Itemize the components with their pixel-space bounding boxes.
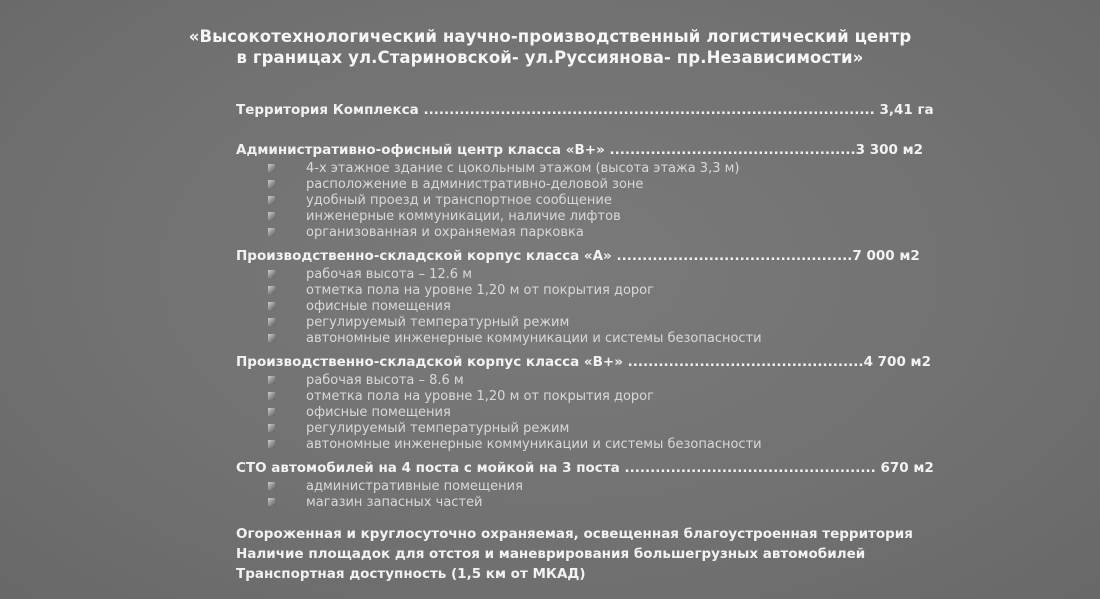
section-value: 670 м2 (880, 460, 934, 476)
section-dots: ................................................ (609, 142, 856, 158)
list-item-text: отметка пола на уровне 1,20 м от покрытия дорог (306, 283, 654, 298)
list-item (236, 209, 956, 225)
list-item-text: рабочая высота – 12.6 м (306, 267, 473, 282)
section-label: Производственно-складской корпус класса «А» (236, 248, 617, 264)
list-item (236, 331, 956, 347)
section-value: 3 300 м2 (855, 142, 924, 158)
specs-list (236, 101, 956, 517)
list-item-text: регулируемый температурный режим (306, 315, 570, 330)
section-dots: ................................................. (624, 460, 881, 476)
list-item-text: автономные инженерные коммуникации и системы безопасности (306, 331, 762, 346)
list-item-text: инженерные коммуникации, наличие лифтов (306, 209, 621, 224)
list-item-text: офисные помещения (306, 299, 451, 314)
list-item (236, 177, 956, 193)
bullet-square-icon (268, 228, 275, 236)
list-item-text: магазин запасных частей (306, 495, 483, 510)
bullet-square-icon (268, 302, 275, 310)
list-item (236, 389, 956, 405)
section-dots: .............................................. (616, 248, 853, 264)
section-block (236, 353, 956, 453)
list-item-text: административные помещения (306, 479, 523, 494)
list-item (236, 437, 956, 453)
page-title (0, 26, 1100, 68)
bullet-square-icon (268, 482, 275, 490)
list-item (236, 315, 956, 331)
list-item (236, 267, 956, 283)
section-label: СТО автомобилей на 4 поста с мойкой на 3 поста (236, 460, 625, 476)
list-item-text: расположение в административно-деловой зоне (306, 177, 644, 192)
section-label: Производственно-складской корпус класса «В+» (236, 354, 628, 370)
sections (236, 141, 956, 511)
footer-line-1: Огороженная и круглосуточно охраняемая, освещенная благоустроенная территория (236, 526, 913, 542)
section-feature-list (236, 161, 956, 241)
section-heading (236, 459, 956, 477)
list-item-text: организованная и охраняемая парковка (306, 225, 584, 240)
bullet-square-icon (268, 392, 275, 400)
bullet-square-icon (268, 212, 275, 220)
list-item-text: офисные помещения (306, 405, 451, 420)
list-item-text: автономные инженерные коммуникации и системы безопасности (306, 437, 762, 452)
bullet-square-icon (268, 408, 275, 416)
bullet-square-icon (268, 318, 275, 326)
section-dots: .............................................. (627, 354, 864, 370)
section-feature-list (236, 267, 956, 347)
bullet-square-icon (268, 196, 275, 204)
section-block (236, 141, 956, 241)
list-item-text: рабочая высота – 8.6 м (306, 373, 464, 388)
section-label: Административно-офисный центр класса «В+» (236, 142, 610, 158)
list-item (236, 225, 956, 241)
spacer (236, 119, 956, 141)
section-block (236, 459, 956, 511)
bullet-square-icon (268, 270, 275, 278)
bullet-square-icon (268, 180, 275, 188)
title-line-2: в границах ул.Стариновской- ул.Руссиянова- пр.Независимости» (236, 48, 864, 67)
section-heading (236, 353, 956, 371)
section-feature-list (236, 479, 956, 511)
section-feature-list (236, 373, 956, 453)
section-block (236, 247, 956, 347)
list-item (236, 421, 956, 437)
section-heading (236, 247, 956, 265)
footer-line-3: Транспортная доступность (1,5 км от МКАД) (236, 566, 586, 582)
section-heading (236, 141, 956, 159)
list-item (236, 283, 956, 299)
territory-row (236, 101, 956, 119)
territory-value: 3,41 га (879, 102, 934, 118)
section-value: 7 000 м2 (852, 248, 920, 264)
list-item-text: 4-х этажное здание с цокольным этажом (высота этажа 3,3 м) (306, 161, 740, 176)
list-item (236, 495, 956, 511)
list-item-text: отметка пола на уровне 1,20 м от покрытия дорог (306, 389, 654, 404)
territory-dots: ........................................................................................ (423, 102, 880, 118)
list-item-text: удобный проезд и транспортное сообщение (306, 193, 612, 208)
footer-notes (236, 524, 913, 584)
bullet-square-icon (268, 334, 275, 342)
bullet-square-icon (268, 376, 275, 384)
title-line-1: «Высокотехнологический научно-производственный логистический центр (188, 27, 912, 46)
bullet-square-icon (268, 440, 275, 448)
list-item (236, 479, 956, 495)
footer-line-2: Наличие площадок для отстоя и маневрирования большегрузных автомобилей (236, 546, 866, 562)
list-item (236, 161, 956, 177)
bullet-square-icon (268, 424, 275, 432)
bullet-square-icon (268, 164, 275, 172)
list-item-text: регулируемый температурный режим (306, 421, 570, 436)
list-item (236, 299, 956, 315)
list-item (236, 193, 956, 209)
list-item (236, 405, 956, 421)
bullet-square-icon (268, 286, 275, 294)
section-value: 4 700 м2 (863, 354, 931, 370)
list-item (236, 373, 956, 389)
territory-label: Территория Комплекса (236, 102, 424, 118)
bullet-square-icon (268, 498, 275, 506)
